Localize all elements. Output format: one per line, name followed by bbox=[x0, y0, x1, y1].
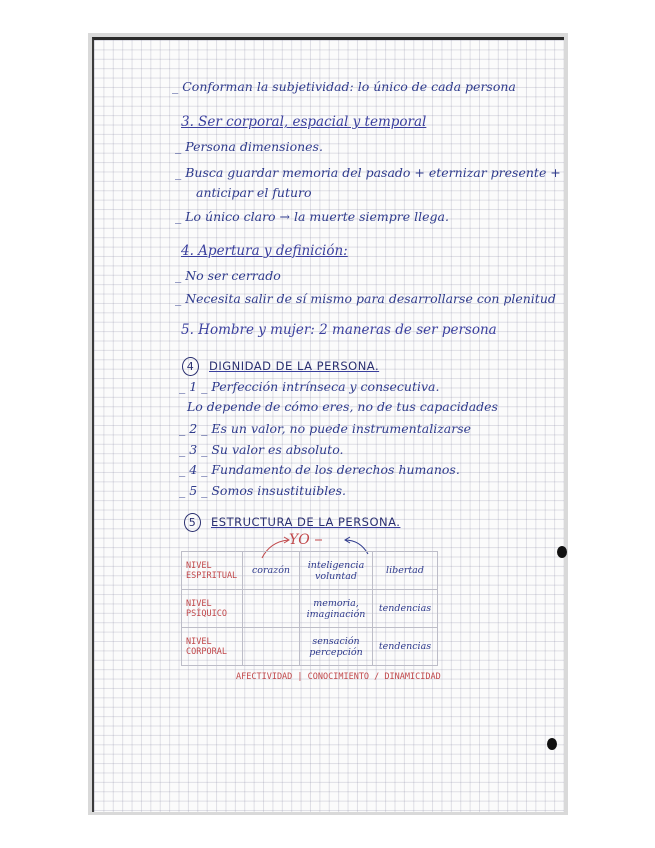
dignidad-item-5: _ 5 _ Somos insustituibles. bbox=[179, 483, 347, 498]
dignidad-item-3: _ 3 _ Su valor es absoluto. bbox=[179, 442, 344, 457]
table-row bbox=[182, 552, 438, 590]
line-3a: _ Persona dimensiones. bbox=[175, 139, 323, 154]
dignidad-item-2: _ 2 _ Es un valor, no puede instrumentalizarse bbox=[179, 421, 472, 436]
table-row bbox=[182, 628, 438, 666]
table-row bbox=[182, 590, 438, 628]
section-4-title: DIGNIDAD DE LA PERSONA. bbox=[209, 359, 380, 373]
section-5-heading bbox=[184, 513, 400, 532]
cell-dinamicidad: libertad bbox=[373, 552, 438, 590]
binder-hole-mark bbox=[557, 546, 567, 558]
line-3c: anticipar el futuro bbox=[196, 185, 312, 200]
heading-5: 5. Hombre y mujer: 2 maneras de ser persona bbox=[181, 322, 497, 338]
dignidad-item-4: _ 4 _ Fundamento de los derechos humanos. bbox=[179, 462, 460, 477]
cell-dinamicidad: tendencias bbox=[373, 590, 438, 628]
line-3d: _ Lo único claro → la muerte siempre llega. bbox=[175, 209, 449, 224]
table-footer: AFECTIVIDAD | CONOCIMIENTO / DINAMICIDAD bbox=[236, 672, 441, 682]
level-espiritual: NIVEL ESPIRITUAL bbox=[182, 552, 243, 590]
level-corporal: NIVEL CORPORAL bbox=[182, 628, 243, 666]
line-subjetividad: _ Conforman la subjetividad: lo único de cada persona bbox=[172, 79, 516, 94]
line-3b: _ Busca guardar memoria del pasado + eternizar presente + bbox=[175, 165, 561, 180]
line-4a: _ No ser cerrado bbox=[175, 268, 281, 283]
heading-3: 3. Ser corporal, espacial y temporal bbox=[181, 114, 427, 130]
persona-structure-table bbox=[181, 551, 438, 666]
cell-conocimiento: inteligencia voluntad bbox=[300, 552, 373, 590]
level-psiquico: NIVEL PSÍQUICO bbox=[182, 590, 243, 628]
cell-afectividad bbox=[243, 628, 300, 666]
dignidad-item-1: _ 1 _ Perfección intrínseca y consecutiva. bbox=[179, 379, 440, 394]
cell-conocimiento: memoria, imaginación bbox=[300, 590, 373, 628]
cell-afectividad bbox=[243, 590, 300, 628]
dignidad-item-1-note: Lo depende de cómo eres, no de tus capacidades bbox=[187, 399, 498, 414]
section-5-number: 5 bbox=[184, 513, 201, 532]
section-4-heading bbox=[182, 357, 379, 376]
cell-conocimiento: sensación percepción bbox=[300, 628, 373, 666]
line-4b: _ Necesita salir de sí mismo para desarrollarse con plenitud bbox=[175, 291, 556, 306]
binder-hole-mark bbox=[547, 738, 557, 750]
section-5-title: ESTRUCTURA DE LA PERSONA. bbox=[211, 515, 401, 529]
heading-4: 4. Apertura y definición: bbox=[181, 243, 348, 259]
yo-label: YO bbox=[289, 532, 310, 548]
section-4-number: 4 bbox=[182, 357, 199, 376]
cell-dinamicidad: tendencias bbox=[373, 628, 438, 666]
cell-afectividad: corazón bbox=[243, 552, 300, 590]
